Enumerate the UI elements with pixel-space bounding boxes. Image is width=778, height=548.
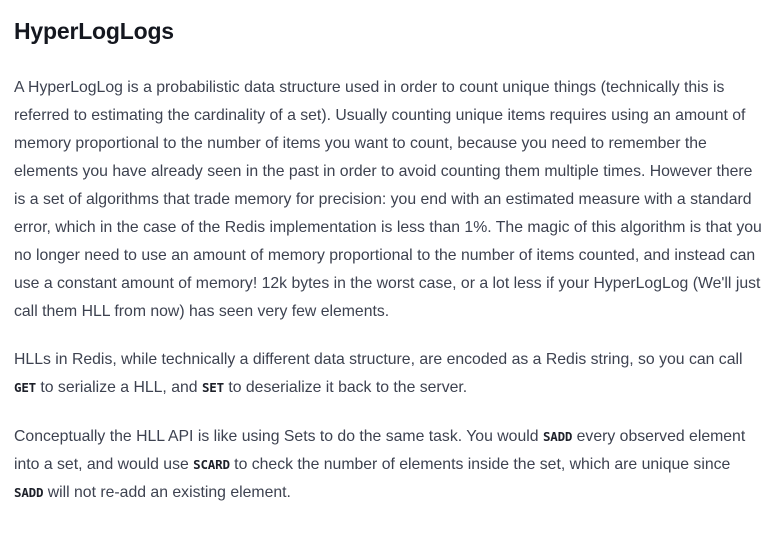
set-command-code: SET <box>201 380 224 395</box>
text-segment: will not re-add an existing element. <box>43 484 291 501</box>
api-paragraph <box>14 423 764 507</box>
text-segment: to deserialize it back to the server. <box>223 379 468 396</box>
text-segment: to serialize a HLL, and <box>35 379 202 396</box>
text-segment: every observed element into a set, and would use <box>14 428 746 473</box>
section-heading: HyperLogLogs <box>14 18 174 44</box>
scard-command-code: SCARD <box>193 457 230 472</box>
sadd-command-code: SADD <box>14 485 44 500</box>
intro-paragraph: A HyperLogLog is a probabilistic data structure used in order to count unique things (technically this is referred to estimating the cardinality of a set). Usually counting unique items requires using an amount of memory proportional to the number of items you want to count, because you need to remember the elements you have already seen in the past in order to avoid counting them multiple times. However there is a set of algorithms that trade memory for precision: you end with an estimated measure with a standard error, which in the case of the Redis implementation is less than 1%. The magic of this algorithm is that you no longer need to use an amount of memory proportional to the number of items counted, and instead can use a constant amount of memory! 12k bytes in the worst case, or a lot less if your HyperLogLog (We'll just call them HLL from now) has seen very few elements. <box>14 79 762 320</box>
sadd-command-code: SADD <box>542 429 573 444</box>
text-segment: Conceptually the HLL API is like using Sets to do the same task. You would <box>14 428 543 445</box>
text-segment: HLLs in Redis, while technically a different data structure, are encoded as a Redis string, so you can call <box>14 351 743 368</box>
get-command-code: GET <box>14 380 36 395</box>
encoding-paragraph <box>14 346 764 402</box>
text-segment: to check the number of elements inside the set, which are unique since <box>229 456 731 473</box>
